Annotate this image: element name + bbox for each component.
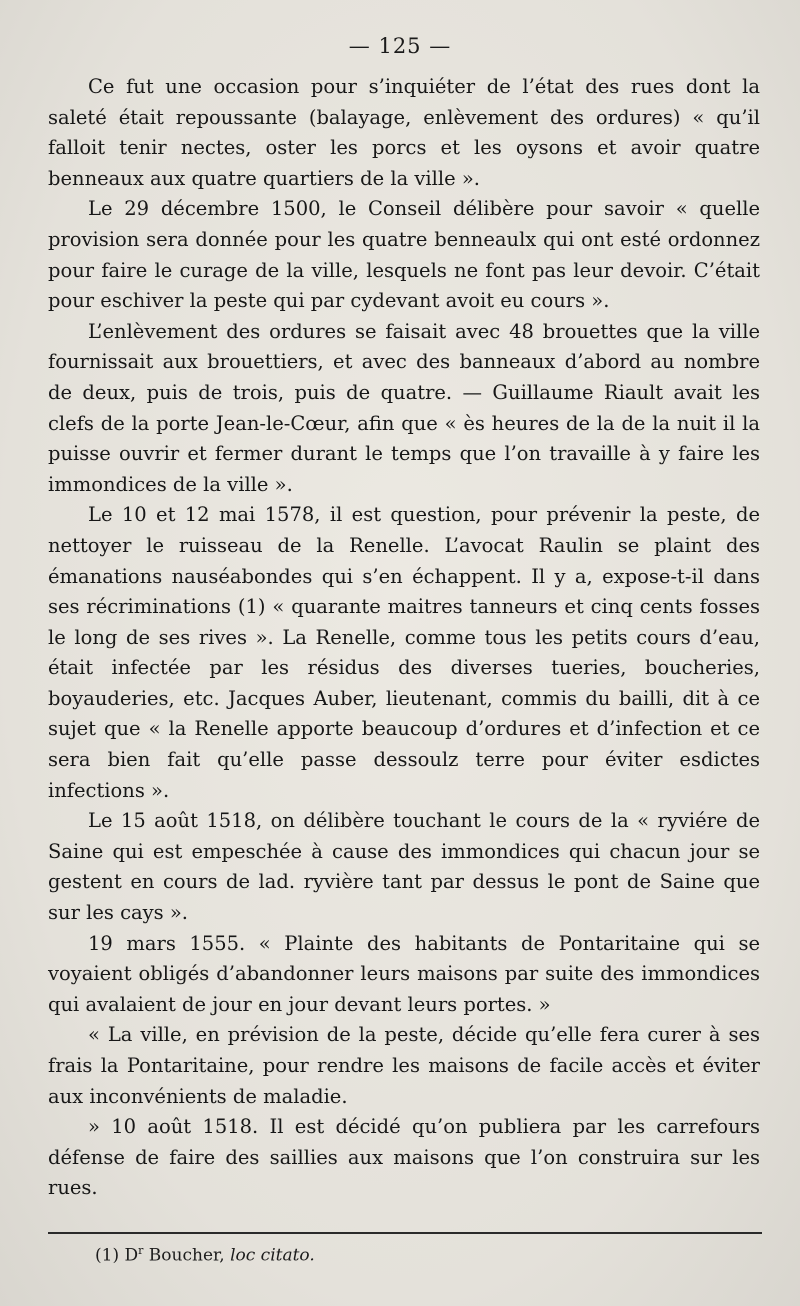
paragraph: » 10 août 1518. Il est décidé qu’on publiera par les carrefours défense de faire des saillies aux maisons que l’on construira sur les rues.: [48, 1115, 760, 1200]
paragraph: 19 mars 1555. « Plainte des habitants de Pontaritaine qui se voyaient obligés d’abandonner leurs maisons par suite des immondices qui avalaient de jour en jour devant leurs portes. »: [48, 931, 760, 1016]
footnote-author: Boucher,: [143, 1245, 231, 1266]
paragraph: Ce fut une occasion pour s’inquiéter de l’état des rues dont la saleté était repoussante (balayage, enlèvement des ordures) « qu’il falloit tenir nectes, oster les porcs et les oysons et avoir quatre benneaux aux quatre quartiers de la ville ».: [48, 75, 760, 190]
paragraph: L’enlèvement des ordures se faisait avec 48 brouettes que la ville fournissait aux brouettiers, et avec des banneaux d’abord au nombre de deux, puis de trois, puis de quatre. — Guillaume Riault avait les clefs de la porte Jean-le-Cœur, afin que « ès heures de la de la nuit il la puisse ouvrir et fermer durant le temps que l’on travaille à y faire les immondices de la ville ».: [48, 319, 760, 496]
footnote-superscript: r: [138, 1244, 144, 1257]
paragraph: Le 15 août 1518, on délibère touchant le cours de la « ryviére de Saine qui est empeschée à cause des immondices qui chacun jour se gestent en cours de lad. ryvière tant par dessus le pont de Saine que sur les cays ».: [48, 809, 760, 925]
footnote: [95, 1244, 315, 1266]
footnote-citation: loc citato.: [230, 1245, 315, 1266]
footnote-marker: (1) D: [95, 1245, 139, 1266]
page-number: — 125 —: [348, 34, 452, 58]
paragraph: Le 29 décembre 1500, le Conseil délibère pour savoir « quelle provision sera donnée pour les quatre benneaulx qui ont esté ordonnez pour faire le curage de la ville, lesquels ne font pas leur devoir. C’était pour eschiver la peste qui par cydevant avoit eu cours ».: [48, 197, 760, 313]
footnote-rule: [48, 1232, 762, 1234]
body-text: [48, 72, 760, 1204]
paragraph: « La ville, en prévision de la peste, décide qu’elle fera curer à ses frais la Pontaritaine, pour rendre les maisons de facile accès et éviter aux inconvénients de maladie.: [48, 1023, 760, 1108]
paragraph: Le 10 et 12 mai 1578, il est question, pour prévenir la peste, de nettoyer le ruisseau de la Renelle. L’avocat Raulin se plaint des émanations nauséabondes qui s’en échappent. Il y a, expose-t-il dans ses récriminations (1) « quarante maitres tanneurs et cinq cents fosses le long de ses rives ». La Renelle, comme tous les petits cours d’eau, était infectée par les résidus des diverses tueries, boucheries, boyauderies, etc. Jacques Auber, lieutenant, commis du bailli, dit à ce sujet que « la Renelle apporte beaucoup d’ordures et d’infection et ce sera bien fait qu’elle passe dessoulz terre pour éviter esdictes infections ».: [48, 503, 760, 802]
